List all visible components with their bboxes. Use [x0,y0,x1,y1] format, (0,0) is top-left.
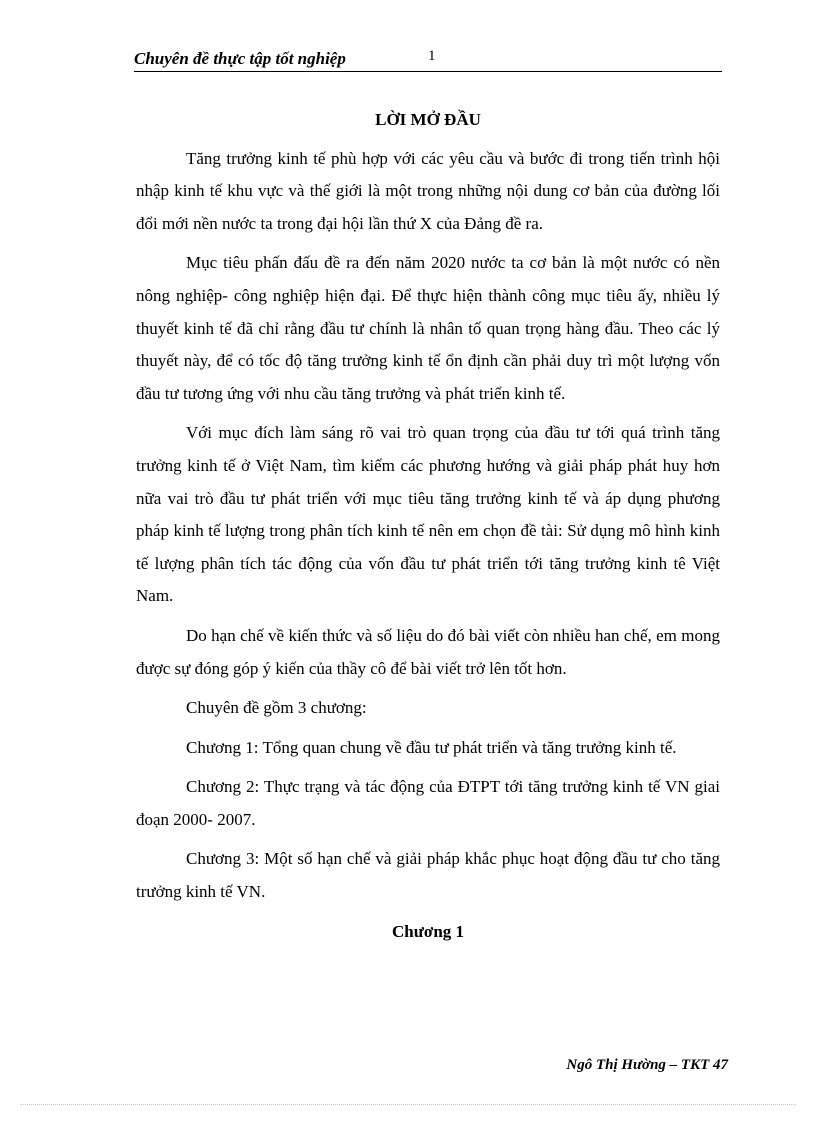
paragraph: Chương 1: Tổng quan chung về đầu tư phát triển và tăng trưởng kinh tế. [186,737,677,757]
page-bottom-edge [20,1104,796,1105]
page-footer-author: Ngô Thị Hường – TKT 47 [566,1057,728,1073]
section-heading: LỜI MỞ ĐẦU [375,110,481,129]
header-divider [134,71,722,72]
document-body [136,104,720,948]
paragraph: Mục tiêu phấn đấu đề ra đến năm 2020 nước ta cơ bản là một nước có nền nông nghiệp- công nghiệp hiện đại. Để thực hiện thành công mục tiêu ấy, nhiều lý thuyết kinh tế đã chỉ rằng đầu tư chính là nhân tố quan trọng hàng đầu. Theo các lý thuyết này, để có tốc độ tăng trưởng kinh tế ổn định cần phải duy trì một lượng vốn đầu tư tương ứng với nhu cầu tăng trưởng và phát triển kinh tế. [136,253,720,403]
page-header [134,48,722,70]
paragraph: Chuyên đề gồm 3 chương: [186,698,367,718]
paragraph: Tăng trưởng kinh tế phù hợp với các yêu cầu và bước đi trong tiến trình hội nhập kinh tế khu vực và thế giới là một trong những nội dung cơ bản của đường lối đổi mới nền nước ta trong đại hội lần thứ X của Đảng đề ra. [136,148,720,233]
paragraph: Chương 3: Một số hạn chế và giải pháp khắc phục hoạt động đầu tư cho tăng trưởng kinh tế VN. [136,849,720,902]
header-page-number: 1 [428,48,436,64]
paragraph: Chương 2: Thực trạng và tác động của ĐTPT tới tăng trưởng kinh tế VN giai đoạn 2000- 2007. [136,777,720,829]
header-title: Chuyên đề thực tập tốt nghiệp [134,49,346,68]
chapter-heading: Chương 1 [391,921,465,941]
paragraph: Với mục đích làm sáng rõ vai trò quan trọng của đầu tư tới quá trình tăng trưởng kinh tế ở Việt Nam, tìm kiếm các phương hướng và giải pháp phát huy hơn nữa vai trò đầu tư phát triển với mục tiêu tăng trưởng kinh tế và áp dụng phương pháp kinh tế lượng trong phân tích kinh tế nên em chọn đề tài: Sử dụng mô hình kinh tế lượng phân tích tác động của vốn đầu tư phát triển tới tăng trưởng kinh tê Việt Nam. [136,423,720,606]
paragraph: Do hạn chế về kiến thức và số liệu do đó bài viết còn nhiều han chế, em mong được sự đóng góp ý kiến của thầy cô để bài viết trở lên tốt hơn. [136,625,720,678]
